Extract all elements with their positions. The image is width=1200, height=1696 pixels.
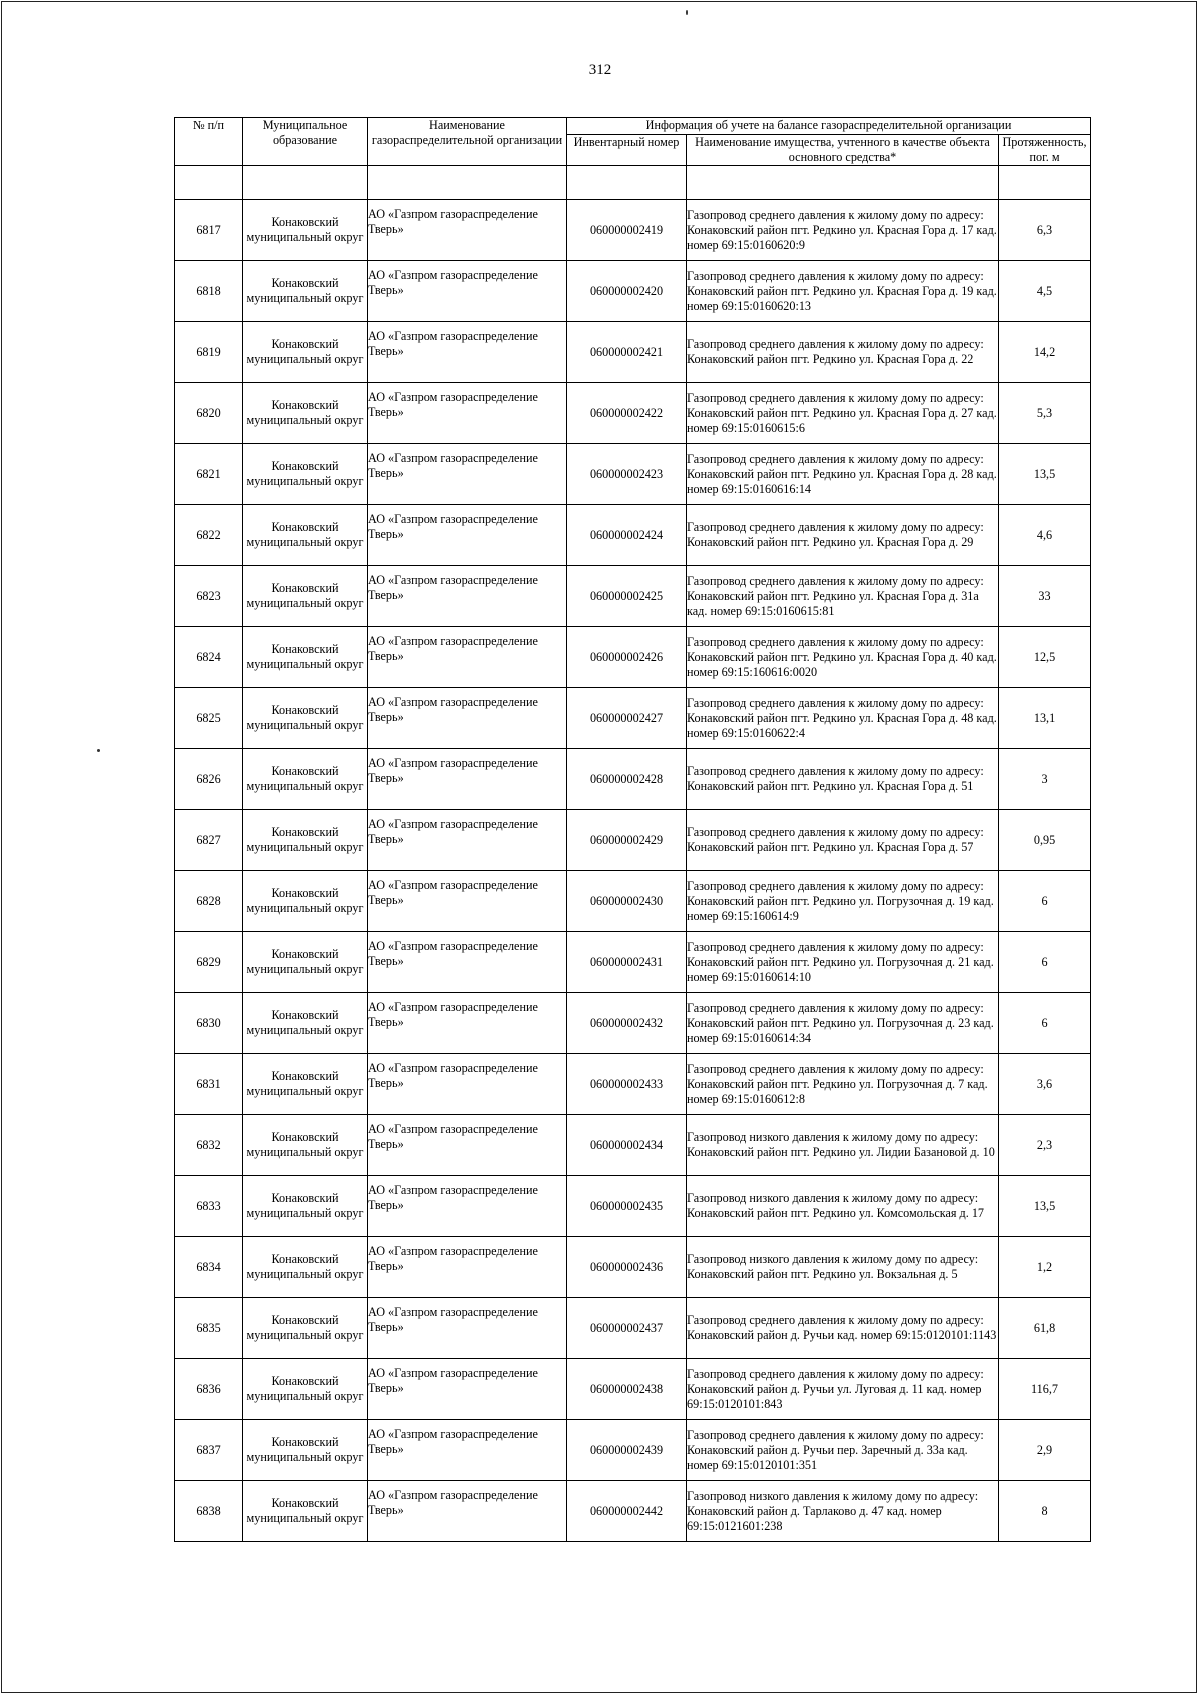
- cell-inventory-number: 060000002426: [567, 627, 687, 688]
- table-row: [175, 932, 1091, 993]
- cell-municipality: Конаковский муниципальный округ: [243, 200, 368, 261]
- table-row: [175, 1054, 1091, 1115]
- cell-length: 61,8: [999, 1298, 1091, 1359]
- cell-organization: [368, 1359, 567, 1420]
- cell-length: 6,3: [999, 200, 1091, 261]
- cell-organization: [368, 566, 567, 627]
- cell-organization: [368, 200, 567, 261]
- property-register-table: [174, 117, 1091, 1542]
- header-property: Наименование имущества, учтенного в качестве объекта основного средства*: [687, 135, 999, 166]
- cell-organization: [368, 1420, 567, 1481]
- cell-municipality: Конаковский муниципальный округ: [243, 1481, 368, 1542]
- cell-municipality: Конаковский муниципальный округ: [243, 627, 368, 688]
- cell-row-number: 6827: [175, 810, 243, 871]
- cell-organization: [368, 383, 567, 444]
- cell-length: 33: [999, 566, 1091, 627]
- cell-length: 5,3: [999, 383, 1091, 444]
- cell-organization: [368, 1054, 567, 1115]
- cell-length: 13,1: [999, 688, 1091, 749]
- cell-municipality: Конаковский муниципальный округ: [243, 993, 368, 1054]
- cell-municipality: Конаковский муниципальный округ: [243, 1115, 368, 1176]
- cell-row-number: 6829: [175, 932, 243, 993]
- cell-inventory-number: 060000002433: [567, 1054, 687, 1115]
- cell-property-description: Газопровод низкого давления к жилому дому по адресу: Конаковский район пгт. Редкино ул. Вокзальная д. 5: [687, 1237, 999, 1298]
- cell-row-number: 6821: [175, 444, 243, 505]
- organization-text: АО «Газпром газораспределение Тверь»: [368, 207, 538, 236]
- table-body: [175, 200, 1091, 1542]
- table-row: [175, 1237, 1091, 1298]
- cell-inventory-number: 060000002434: [567, 1115, 687, 1176]
- cell-row-number: 6818: [175, 261, 243, 322]
- cell-length: 2,9: [999, 1420, 1091, 1481]
- cell-length: 3,6: [999, 1054, 1091, 1115]
- cell-row-number: 6831: [175, 1054, 243, 1115]
- cell-property-description: Газопровод среднего давления к жилому дому по адресу: Конаковский район пгт. Редкино ул. Красная Гора д. 28 кад. номер 69:15:0160616:14: [687, 444, 999, 505]
- cell-row-number: 6830: [175, 993, 243, 1054]
- cell-inventory-number: 060000002419: [567, 200, 687, 261]
- table-row: [175, 322, 1091, 383]
- organization-text: АО «Газпром газораспределение Тверь»: [368, 1488, 538, 1517]
- cell-length: 4,5: [999, 261, 1091, 322]
- table-row: [175, 505, 1091, 566]
- cell-organization: [368, 505, 567, 566]
- cell-organization: [368, 627, 567, 688]
- cell-property-description: Газопровод среднего давления к жилому дому по адресу: Конаковский район пгт. Редкино ул. Погрузочная д. 19 кад. номер 69:15:160614:9: [687, 871, 999, 932]
- cell-length: 13,5: [999, 444, 1091, 505]
- cell-property-description: Газопровод среднего давления к жилому дому по адресу: Конаковский район пгт. Редкино ул. Красная Гора д. 48 кад. номер 69:15:0160622:4: [687, 688, 999, 749]
- table-header: [175, 118, 1091, 200]
- cell-inventory-number: 060000002436: [567, 1237, 687, 1298]
- cell-row-number: 6819: [175, 322, 243, 383]
- organization-text: АО «Газпром газораспределение Тверь»: [368, 1183, 538, 1212]
- cell-property-description: Газопровод среднего давления к жилому дому по адресу: Конаковский район д. Ручьи кад. номер 69:15:0120101:1143: [687, 1298, 999, 1359]
- organization-text: АО «Газпром газораспределение Тверь»: [368, 1366, 538, 1395]
- cell-organization: [368, 871, 567, 932]
- cell-property-description: Газопровод среднего давления к жилому дому по адресу: Конаковский район пгт. Редкино ул. Красная Гора д. 31а кад. номер 69:15:0160615:81: [687, 566, 999, 627]
- organization-text: АО «Газпром газораспределение Тверь»: [368, 512, 538, 541]
- cell-row-number: 6836: [175, 1359, 243, 1420]
- cell-property-description: Газопровод среднего давления к жилому дому по адресу: Конаковский район пгт. Редкино ул. Погрузочная д. 23 кад. номер 69:15:0160614:34: [687, 993, 999, 1054]
- cell-length: 14,2: [999, 322, 1091, 383]
- cell-row-number: 6820: [175, 383, 243, 444]
- organization-text: АО «Газпром газораспределение Тверь»: [368, 1000, 538, 1029]
- organization-text: АО «Газпром газораспределение Тверь»: [368, 451, 538, 480]
- cell-property-description: Газопровод среднего давления к жилому дому по адресу: Конаковский район д. Ручьи ул. Луговая д. 11 кад. номер 69:15:0120101:843: [687, 1359, 999, 1420]
- cell-municipality: Конаковский муниципальный округ: [243, 810, 368, 871]
- cell-inventory-number: 060000002435: [567, 1176, 687, 1237]
- organization-text: АО «Газпром газораспределение Тверь»: [368, 329, 538, 358]
- cell-row-number: 6826: [175, 749, 243, 810]
- cell-organization: [368, 1176, 567, 1237]
- cell-inventory-number: 060000002442: [567, 1481, 687, 1542]
- table-row: [175, 810, 1091, 871]
- cell-inventory-number: 060000002424: [567, 505, 687, 566]
- scan-speck: [686, 10, 688, 15]
- cell-municipality: Конаковский муниципальный округ: [243, 688, 368, 749]
- cell-row-number: 6832: [175, 1115, 243, 1176]
- cell-row-number: 6824: [175, 627, 243, 688]
- cell-inventory-number: 060000002438: [567, 1359, 687, 1420]
- cell-organization: [368, 810, 567, 871]
- cell-municipality: Конаковский муниципальный округ: [243, 1298, 368, 1359]
- header-balance-info: Информация об учете на балансе газораспределительной организации: [567, 118, 1091, 135]
- header-length: Протяженность, пог. м: [999, 135, 1091, 166]
- cell-length: 2,3: [999, 1115, 1091, 1176]
- cell-municipality: Конаковский муниципальный округ: [243, 1054, 368, 1115]
- cell-length: 6: [999, 993, 1091, 1054]
- cell-length: 6: [999, 871, 1091, 932]
- table-row: [175, 1115, 1091, 1176]
- cell-inventory-number: 060000002427: [567, 688, 687, 749]
- cell-municipality: Конаковский муниципальный округ: [243, 1420, 368, 1481]
- header-inventory: Инвентарный номер: [567, 135, 687, 166]
- cell-length: 12,5: [999, 627, 1091, 688]
- cell-municipality: Конаковский муниципальный округ: [243, 1237, 368, 1298]
- cell-inventory-number: 060000002422: [567, 383, 687, 444]
- table-row: [175, 383, 1091, 444]
- table-row: [175, 1420, 1091, 1481]
- cell-organization: [368, 932, 567, 993]
- table-row: [175, 444, 1091, 505]
- cell-organization: [368, 993, 567, 1054]
- cell-property-description: Газопровод низкого давления к жилому дому по адресу: Конаковский район пгт. Редкино ул. Комсомольская д. 17: [687, 1176, 999, 1237]
- cell-property-description: Газопровод среднего давления к жилому дому по адресу: Конаковский район д. Ручьи пер. Заречный д. 33а кад. номер 69:15:0120101:351: [687, 1420, 999, 1481]
- page-number: 312: [588, 62, 612, 78]
- organization-text: АО «Газпром газораспределение Тверь»: [368, 1122, 538, 1151]
- organization-text: АО «Газпром газораспределение Тверь»: [368, 817, 538, 846]
- cell-property-description: Газопровод среднего давления к жилому дому по адресу: Конаковский район пгт. Редкино ул. Красная Гора д. 40 кад. номер 69:15:160616:0020: [687, 627, 999, 688]
- organization-text: АО «Газпром газораспределение Тверь»: [368, 756, 538, 785]
- organization-text: АО «Газпром газораспределение Тверь»: [368, 1427, 538, 1456]
- cell-municipality: Конаковский муниципальный округ: [243, 505, 368, 566]
- cell-property-description: Газопровод среднего давления к жилому дому по адресу: Конаковский район пгт. Редкино ул. Красная Гора д. 27 кад. номер 69:15:0160615:6: [687, 383, 999, 444]
- cell-organization: [368, 261, 567, 322]
- cell-length: 116,7: [999, 1359, 1091, 1420]
- table-row: [175, 627, 1091, 688]
- header-spacer-row: [175, 166, 1091, 200]
- cell-length: 8: [999, 1481, 1091, 1542]
- cell-row-number: 6822: [175, 505, 243, 566]
- cell-organization: [368, 749, 567, 810]
- cell-inventory-number: 060000002429: [567, 810, 687, 871]
- organization-text: АО «Газпром газораспределение Тверь»: [368, 573, 538, 602]
- cell-row-number: 6817: [175, 200, 243, 261]
- cell-length: 3: [999, 749, 1091, 810]
- table-row: [175, 871, 1091, 932]
- cell-row-number: 6833: [175, 1176, 243, 1237]
- organization-text: АО «Газпром газораспределение Тверь»: [368, 1061, 538, 1090]
- cell-municipality: Конаковский муниципальный округ: [243, 932, 368, 993]
- cell-organization: [368, 688, 567, 749]
- table-row: [175, 993, 1091, 1054]
- cell-property-description: Газопровод среднего давления к жилому дому по адресу: Конаковский район пгт. Редкино ул. Погрузочная д. 7 кад. номер 69:15:0160612:8: [687, 1054, 999, 1115]
- cell-length: 0,95: [999, 810, 1091, 871]
- cell-organization: [368, 322, 567, 383]
- cell-row-number: 6825: [175, 688, 243, 749]
- cell-municipality: Конаковский муниципальный округ: [243, 1176, 368, 1237]
- cell-inventory-number: 060000002425: [567, 566, 687, 627]
- table-row: [175, 566, 1091, 627]
- table-row: [175, 688, 1091, 749]
- cell-inventory-number: 060000002421: [567, 322, 687, 383]
- cell-row-number: 6835: [175, 1298, 243, 1359]
- cell-inventory-number: 060000002432: [567, 993, 687, 1054]
- cell-property-description: Газопровод среднего давления к жилому дому по адресу: Конаковский район пгт. Редкино ул. Красная Гора д. 17 кад. номер 69:15:0160620:9: [687, 200, 999, 261]
- table-row: [175, 1298, 1091, 1359]
- cell-property-description: Газопровод низкого давления к жилому дому по адресу: Конаковский район д. Тарлаково д. 47 кад. номер 69:15:0121601:238: [687, 1481, 999, 1542]
- header-num: № п/п: [175, 118, 243, 166]
- header-municipality: Муниципальное образование: [243, 118, 368, 166]
- organization-text: АО «Газпром газораспределение Тверь»: [368, 390, 538, 419]
- cell-row-number: 6834: [175, 1237, 243, 1298]
- cell-row-number: 6837: [175, 1420, 243, 1481]
- table-row: [175, 261, 1091, 322]
- cell-row-number: 6823: [175, 566, 243, 627]
- cell-length: 4,6: [999, 505, 1091, 566]
- cell-inventory-number: 060000002431: [567, 932, 687, 993]
- cell-inventory-number: 060000002430: [567, 871, 687, 932]
- cell-property-description: Газопровод среднего давления к жилому дому по адресу: Конаковский район пгт. Редкино ул. Погрузочная д. 21 кад. номер 69:15:0160614:10: [687, 932, 999, 993]
- cell-municipality: Конаковский муниципальный округ: [243, 261, 368, 322]
- cell-inventory-number: 060000002423: [567, 444, 687, 505]
- table-row: [175, 200, 1091, 261]
- cell-inventory-number: 060000002437: [567, 1298, 687, 1359]
- cell-organization: [368, 1115, 567, 1176]
- organization-text: АО «Газпром газораспределение Тверь»: [368, 695, 538, 724]
- organization-text: АО «Газпром газораспределение Тверь»: [368, 1305, 538, 1334]
- cell-inventory-number: 060000002439: [567, 1420, 687, 1481]
- table-row: [175, 749, 1091, 810]
- organization-text: АО «Газпром газораспределение Тверь»: [368, 634, 538, 663]
- cell-property-description: Газопровод среднего давления к жилому дому по адресу: Конаковский район пгт. Редкино ул. Красная Гора д. 19 кад. номер 69:15:0160620:13: [687, 261, 999, 322]
- table-row: [175, 1359, 1091, 1420]
- cell-municipality: Конаковский муниципальный округ: [243, 749, 368, 810]
- scan-speck: [97, 749, 100, 752]
- cell-organization: [368, 1481, 567, 1542]
- header-organization: Наименование газораспределительной организации: [368, 118, 567, 166]
- organization-text: АО «Газпром газораспределение Тверь»: [368, 268, 538, 297]
- cell-inventory-number: 060000002428: [567, 749, 687, 810]
- table-row: [175, 1176, 1091, 1237]
- organization-text: АО «Газпром газораспределение Тверь»: [368, 1244, 538, 1273]
- cell-length: 6: [999, 932, 1091, 993]
- cell-inventory-number: 060000002420: [567, 261, 687, 322]
- cell-municipality: Конаковский муниципальный округ: [243, 383, 368, 444]
- cell-organization: [368, 444, 567, 505]
- cell-length: 13,5: [999, 1176, 1091, 1237]
- cell-row-number: 6838: [175, 1481, 243, 1542]
- organization-text: АО «Газпром газораспределение Тверь»: [368, 939, 538, 968]
- organization-text: АО «Газпром газораспределение Тверь»: [368, 878, 538, 907]
- cell-municipality: Конаковский муниципальный округ: [243, 1359, 368, 1420]
- cell-property-description: Газопровод среднего давления к жилому дому по адресу: Конаковский район пгт. Редкино ул. Красная Гора д. 29: [687, 505, 999, 566]
- cell-property-description: Газопровод среднего давления к жилому дому по адресу: Конаковский район пгт. Редкино ул. Красная Гора д. 22: [687, 322, 999, 383]
- cell-property-description: Газопровод среднего давления к жилому дому по адресу: Конаковский район пгт. Редкино ул. Красная Гора д. 57: [687, 810, 999, 871]
- cell-municipality: Конаковский муниципальный округ: [243, 322, 368, 383]
- cell-organization: [368, 1298, 567, 1359]
- cell-row-number: 6828: [175, 871, 243, 932]
- cell-length: 1,2: [999, 1237, 1091, 1298]
- cell-municipality: Конаковский муниципальный округ: [243, 871, 368, 932]
- cell-municipality: Конаковский муниципальный округ: [243, 566, 368, 627]
- cell-organization: [368, 1237, 567, 1298]
- cell-property-description: Газопровод среднего давления к жилому дому по адресу: Конаковский район пгт. Редкино ул. Красная Гора д. 51: [687, 749, 999, 810]
- table-row: [175, 1481, 1091, 1542]
- cell-municipality: Конаковский муниципальный округ: [243, 444, 368, 505]
- cell-property-description: Газопровод низкого давления к жилому дому по адресу: Конаковский район пгт. Редкино ул. Лидии Базановой д. 10: [687, 1115, 999, 1176]
